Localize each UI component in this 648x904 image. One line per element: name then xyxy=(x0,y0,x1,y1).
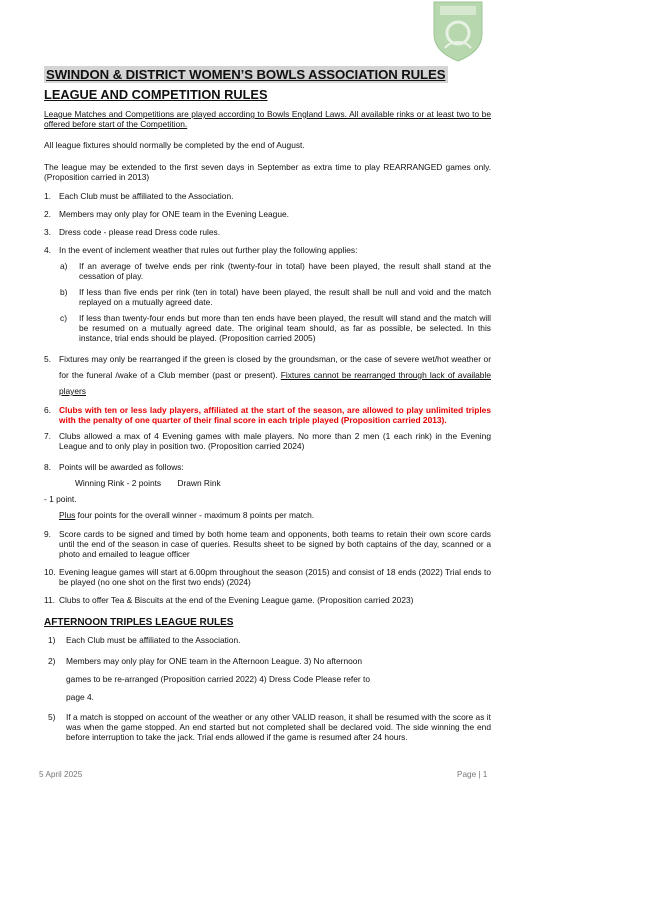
afternoon-rule-item: 2) Members may only play for ONE team in the Afternoon League. 3) No afternoon games to be re-arranged (Proposition carried 2022) 4) Dress Code Please refer to page 4. xyxy=(48,656,370,702)
afternoon-rule-item: 5) If a match is stopped on account of the weather or any other VALID reason, it shall be resumed with the score as it was when the game stopped. An end started but not completed shall be declared void. The side winning the end before interruption to take the jack. Trial ends allowed if the game is resumed after 24 hours. xyxy=(48,712,491,742)
afternoon-rule-item: 1) Each Club must be affiliated to the Association. xyxy=(48,635,241,645)
intro-paragraph: League Matches and Competitions are played according to Bowls England Laws. All available rinks or at least two to be offered before start of the Competition. xyxy=(44,109,491,129)
rule-subitem: b) If less than five ends per rink (ten in total) have been played, the result shall be null and void and the match replayed on a mutually agreed date. xyxy=(60,287,491,307)
page-title: SWINDON & DISTRICT WOMEN’S BOWLS ASSOCIATION RULES xyxy=(44,66,448,83)
footer-date: 5 April 2025 xyxy=(39,770,83,779)
association-crest-logo xyxy=(431,0,485,62)
footer-page-number: Page | 1 xyxy=(457,770,488,779)
rule-item: 1. Each Club must be affiliated to the Association. xyxy=(44,191,234,201)
rule-item: 9. Score cards to be signed and timed by both home team and opponents, both teams to retain their own score cards until the end of the season in case of queries. Results sheet to be signed by both captains of the day, scanned or a photo and emailed to league officer xyxy=(44,529,491,559)
rule-subitem: c) If less than twenty-four ends but more than ten ends have been played, the result will stand and the match will be resumed on a mutually agreed date. The original team should, as far as possible, be selected. In this instance, trial ends should be played. (Proposition carried 2005) xyxy=(60,313,491,343)
rule-item: 4. In the event of inclement weather that rules out further play the following applies: xyxy=(44,245,358,255)
page-subtitle: LEAGUE AND COMPETITION RULES xyxy=(44,87,268,102)
rule-item: 3. Dress code - please read Dress code rules. xyxy=(44,227,221,237)
intro-paragraph: The league may be extended to the first seven days in September as extra time to play REARRANGED games only. (Proposition carried in 2013) xyxy=(44,162,491,182)
rule-item-highlighted: 6. Clubs with ten or less lady players, affiliated at the start of the season, are allowed to play unlimited triples with the penalty of one quarter of their final score in each triple played (Proposition carried 2013). xyxy=(44,405,491,425)
document-body xyxy=(44,109,491,742)
rule-item: 11. Clubs to offer Tea & Biscuits at the end of the Evening League game. (Proposition carried 2023) xyxy=(44,595,414,605)
rule-item: 5. Fixtures may only be rearranged if the green is closed by the groundsman, or the case of severe wet/hot weather or for the funeral /wake of a Club member (past or present). Fixtures cannot be rearranged through lack of available players xyxy=(44,354,491,396)
rule-subitem: a) If an average of twelve ends per rink (twenty-four in total) have been played, the result shall stand at the cessation of play. xyxy=(60,261,491,281)
rule-item: 7. Clubs allowed a max of 4 Evening games with male players. No more than 2 men (1 each rink) in the Evening League and to only play in position two. (Proposition carried 2024) xyxy=(44,431,491,451)
rule-item: 2. Members may only play for ONE team in the Evening League. xyxy=(44,209,289,219)
rule-item: 8. Points will be awarded as follows: Winning Rink - 2 points Drawn Rink - 1 point. Plus four points for the overall winner - maximum 8 points per match. xyxy=(44,462,315,520)
rule-item: 10. Evening league games will start at 6.00pm throughout the season (2015) and consist of 18 ends (2022) Trial ends to be played (no one shot on the first two ends) (2024) xyxy=(44,567,491,587)
intro-paragraph: All league fixtures should normally be completed by the end of August. xyxy=(44,140,305,150)
section-heading: AFTERNOON TRIPLES LEAGUE RULES xyxy=(44,617,234,628)
